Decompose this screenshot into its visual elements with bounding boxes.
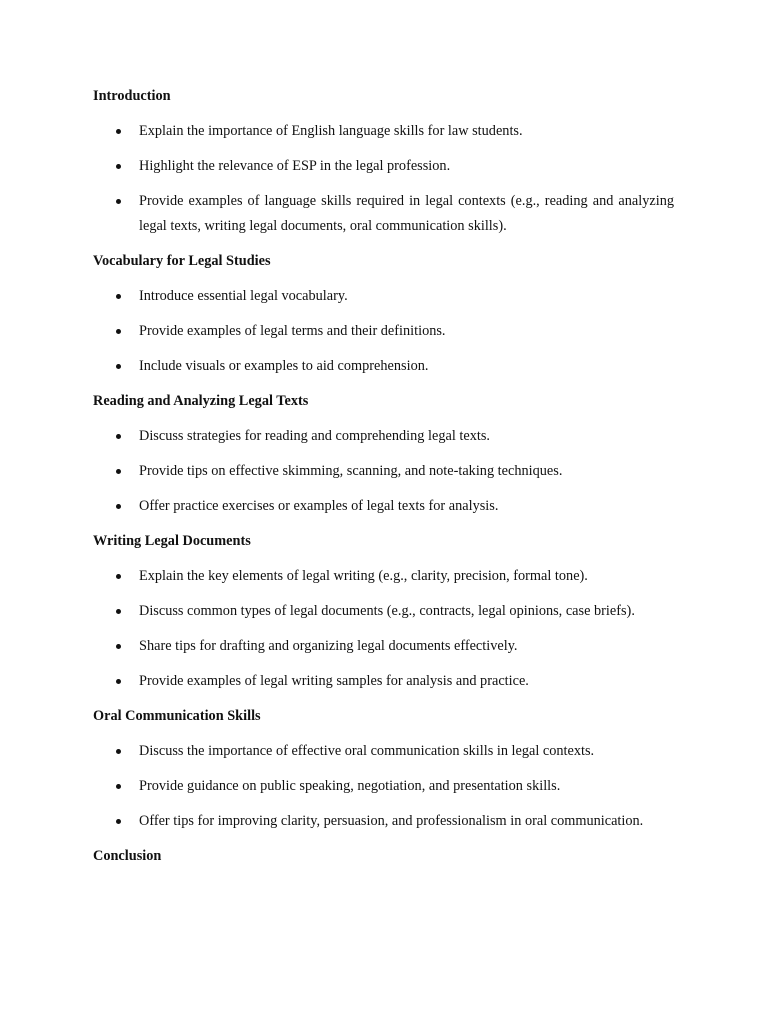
list-item	[93, 319, 674, 344]
section-heading: Vocabulary for Legal Studies	[93, 252, 271, 269]
section-heading: Introduction	[93, 88, 171, 104]
list-item-text: Provide tips on effective skimming, scanning, and note-taking techniques.	[139, 462, 563, 479]
list-item	[93, 774, 674, 799]
bullet-list	[93, 739, 674, 834]
section-heading: Conclusion	[93, 847, 162, 864]
list-item-text: Offer practice exercises or examples of legal texts for analysis.	[139, 497, 499, 514]
section-heading: Writing Legal Documents	[93, 532, 251, 549]
bullet-list	[93, 119, 674, 238]
list-item-text: Share tips for drafting and organizing legal documents effectively.	[139, 637, 518, 654]
list-item-text: Explain the importance of English language skills for law students.	[139, 123, 523, 139]
list-item-text: Offer tips for improving clarity, persuasion, and professionalism in oral communication.	[139, 812, 644, 829]
section-heading: Oral Communication Skills	[93, 707, 261, 724]
bullet-icon	[116, 679, 121, 684]
bullet-icon	[116, 364, 121, 369]
list-item-text: Introduce essential legal vocabulary.	[139, 287, 348, 304]
bullet-icon	[116, 644, 121, 649]
list-item	[93, 599, 674, 624]
list-item-text: Provide examples of language skills required in legal contexts (e.g., reading and analyzing legal texts, writing legal documents, oral communication skills).	[139, 193, 674, 234]
list-item-text: Discuss the importance of effective oral communication skills in legal contexts.	[139, 742, 595, 759]
bullet-list	[93, 564, 674, 694]
list-item	[93, 189, 674, 238]
list-item	[93, 739, 674, 764]
list-item	[93, 119, 674, 144]
list-item	[93, 424, 674, 449]
bullet-icon	[116, 504, 121, 509]
list-item-text: Highlight the relevance of ESP in the legal profession.	[139, 158, 451, 174]
bullet-icon	[116, 469, 121, 474]
bullet-icon	[116, 294, 121, 299]
list-item-text: Discuss common types of legal documents (e.g., contracts, legal opinions, case briefs).	[139, 602, 635, 619]
list-item	[93, 634, 674, 659]
bullet-list	[93, 424, 674, 519]
bullet-icon	[116, 199, 121, 204]
bullet-icon	[116, 329, 121, 334]
list-item-text: Discuss strategies for reading and comprehending legal texts.	[139, 427, 490, 444]
section-heading: Reading and Analyzing Legal Texts	[93, 392, 309, 409]
document-body	[93, 84, 674, 879]
list-item	[93, 494, 674, 519]
bullet-icon	[116, 164, 121, 169]
list-item-text: Provide examples of legal terms and their definitions.	[139, 322, 446, 339]
list-item	[93, 459, 674, 484]
list-item	[93, 564, 674, 589]
list-item-text: Explain the key elements of legal writing (e.g., clarity, precision, formal tone).	[139, 567, 588, 584]
bullet-icon	[116, 609, 121, 614]
bullet-icon	[116, 434, 121, 439]
list-item	[93, 354, 674, 379]
bullet-icon	[116, 129, 121, 134]
list-item	[93, 154, 674, 179]
bullet-icon	[116, 749, 121, 754]
list-item-text: Include visuals or examples to aid comprehension.	[139, 357, 429, 374]
bullet-icon	[116, 574, 121, 579]
bullet-list	[93, 284, 674, 379]
list-item-text: Provide guidance on public speaking, negotiation, and presentation skills.	[139, 777, 561, 794]
list-item	[93, 809, 674, 834]
list-item	[93, 284, 674, 309]
bullet-icon	[116, 819, 121, 824]
list-item-text: Provide examples of legal writing samples for analysis and practice.	[139, 672, 529, 689]
list-item	[93, 669, 674, 694]
bullet-icon	[116, 784, 121, 789]
